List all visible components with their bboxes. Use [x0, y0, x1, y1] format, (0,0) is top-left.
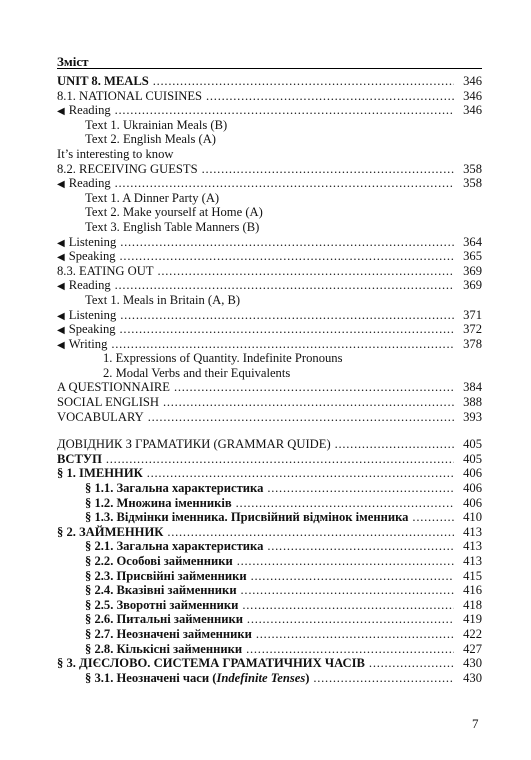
toc-page-number: 378 [463, 336, 482, 351]
toc-row [57, 656, 482, 671]
toc-entry-label: § 2.8. Кількісні займенники [85, 641, 243, 656]
toc-entry-label: SOCIAL ENGLISH [57, 395, 160, 410]
toc-page-number: 364 [463, 234, 482, 249]
triangle-left-icon: ◀ [57, 281, 65, 293]
toc-page-number: 346 [463, 103, 482, 118]
toc-entry-text [57, 89, 204, 103]
toc-entry-label: Text 2. Make yourself at Home (A) [85, 205, 263, 220]
toc-row [57, 89, 482, 104]
dot-leader [118, 235, 454, 249]
toc-row [57, 452, 482, 467]
toc-entry-label: § 3.1. Неозначені часи (Indefinite Tenses) [85, 670, 310, 685]
toc-entry [57, 191, 454, 206]
toc-page-number: 416 [463, 583, 482, 598]
toc-entry-text [57, 322, 118, 336]
toc-entry-label: Text 1. Ukrainian Meals (B) [85, 117, 228, 132]
dot-leader [254, 627, 454, 641]
toc-entry-text [103, 351, 344, 365]
toc-entry-label: § 1.1. Загальна характеристика [85, 481, 264, 496]
toc-page-number: 406 [463, 466, 482, 481]
toc-page-number: 369 [463, 263, 482, 278]
toc-entry [57, 496, 454, 511]
toc-entry [57, 351, 454, 366]
toc-entry-text [57, 176, 113, 190]
toc-entry-label: 1. Expressions of Quantity. Indefinite Pronouns [103, 351, 343, 366]
toc-row [57, 118, 482, 133]
toc-entry-text [57, 337, 109, 351]
toc-entry [57, 205, 454, 220]
triangle-left-icon: ◀ [57, 252, 65, 264]
toc-row [57, 496, 482, 511]
toc-entry-label: Reading [68, 278, 111, 293]
toc-row [57, 554, 482, 569]
toc-row [57, 132, 482, 147]
toc-entry-text [85, 583, 239, 597]
toc-entry [57, 525, 454, 540]
toc-page-number: 430 [463, 670, 482, 685]
toc-entry-text [85, 612, 245, 626]
toc-entry-text [57, 278, 113, 292]
toc-entry [57, 656, 454, 671]
toc-entry-text [57, 525, 165, 539]
toc-entry-label: 2. Modal Verbs and their Equivalents [103, 365, 291, 380]
toc-page-number: 406 [463, 495, 482, 510]
toc-row [57, 510, 482, 525]
toc-entry-text [57, 437, 333, 451]
toc-page-number: 365 [463, 249, 482, 264]
toc-entry-label: Speaking [68, 322, 116, 337]
toc-entry [57, 410, 454, 425]
toc-entry-label: 8.2. RECEIVING GUESTS [57, 161, 198, 176]
toc-page-number: 427 [463, 641, 482, 656]
triangle-left-icon: ◀ [57, 237, 65, 249]
toc-entry-text [57, 264, 156, 278]
toc-entry [57, 554, 454, 569]
toc-row [57, 308, 482, 323]
toc-row [57, 569, 482, 584]
toc-entry [57, 264, 454, 279]
toc-entry [57, 466, 454, 481]
toc-entry-text [85, 293, 242, 307]
toc-entry-text [57, 656, 367, 670]
toc-entry-label: It’s interesting to know [57, 146, 174, 161]
dot-leader [172, 380, 454, 394]
toc-row [57, 103, 482, 118]
toc-row [57, 627, 482, 642]
toc-page-number: 358 [463, 176, 482, 191]
toc-row [57, 176, 482, 191]
toc-page-number: 419 [463, 612, 482, 627]
toc-entry-text [85, 481, 265, 495]
toc-row [57, 642, 482, 657]
toc-row [57, 380, 482, 395]
dot-leader [333, 437, 454, 451]
dot-leader [249, 569, 454, 583]
toc-entry-text [57, 466, 145, 480]
dot-leader [410, 510, 454, 524]
toc-entry-text [85, 554, 235, 568]
toc-entry [57, 293, 454, 308]
toc-entry-text [85, 496, 234, 510]
toc-page-number: 415 [463, 568, 482, 583]
toc-row [57, 264, 482, 279]
toc-entry-label: § 1.3. Відмінки іменника. Присвійний відмінок іменника [85, 510, 409, 525]
toc-entry-label: Speaking [68, 249, 116, 264]
toc-row [57, 74, 482, 89]
toc-entry [57, 147, 454, 162]
toc-entry-text [103, 366, 292, 380]
toc-entry-label: ДОВІДНИК З ГРАМАТИКИ (GRAMMAR QUIDE) [57, 437, 331, 452]
toc-entry-label: § 2.3. Присвійні займенники [85, 568, 247, 583]
toc-entry-text [57, 380, 172, 394]
toc-entry-label: § 3. ДІЄСЛОВО. СИСТЕМА ГРАМАТИЧНИХ ЧАСІВ [57, 656, 365, 671]
dot-leader [118, 322, 454, 336]
triangle-left-icon: ◀ [57, 106, 65, 118]
toc-entry-label: VOCABULARY [57, 409, 144, 424]
dot-leader [165, 525, 454, 539]
toc-entry-text [85, 539, 265, 553]
toc-entry [57, 671, 454, 686]
toc-entry-label: Listening [68, 234, 117, 249]
toc-row [57, 147, 482, 162]
toc-entry [57, 74, 454, 89]
toc-entry-text [85, 220, 261, 234]
dot-leader [145, 466, 454, 480]
toc-row [57, 191, 482, 206]
toc-entry-label: Text 3. English Table Manners (B) [85, 219, 260, 234]
toc-entry [57, 366, 454, 381]
toc-page-number: 393 [463, 409, 482, 424]
toc-page-number: 358 [463, 161, 482, 176]
toc-entry-label: UNIT 8. MEALS [57, 74, 149, 88]
toc-entry-label: § 1. ІМЕННИК [57, 466, 143, 481]
toc-row [57, 337, 482, 352]
dot-leader [151, 74, 454, 88]
toc-entry-text [57, 147, 175, 161]
toc-entry-text [85, 191, 221, 205]
dot-leader [235, 554, 454, 568]
toc-entry-text [85, 132, 218, 146]
page-header: Зміст [57, 54, 89, 69]
toc-row [57, 671, 482, 686]
toc-entry-label: Text 1. A Dinner Party (A) [85, 190, 220, 205]
toc-entry-text [57, 74, 151, 88]
toc-entry [57, 539, 454, 554]
toc-entry-text [57, 103, 113, 117]
toc-entry [57, 118, 454, 133]
toc-page-number: 372 [463, 322, 482, 337]
toc-page-number: 405 [463, 437, 482, 452]
toc-entry-text [57, 249, 118, 263]
toc-entry [57, 583, 454, 598]
toc-entry-text [85, 510, 410, 524]
toc-row [57, 220, 482, 235]
triangle-left-icon: ◀ [57, 325, 65, 337]
dot-leader [146, 410, 454, 424]
toc-entry [57, 598, 454, 613]
toc-entry-label: § 2. ЗАЙМЕННИК [57, 524, 164, 539]
toc-row [57, 205, 482, 220]
toc-entry-text [57, 410, 146, 424]
header-rule [57, 68, 482, 69]
dot-leader [104, 452, 454, 466]
toc-entry [57, 220, 454, 235]
page-number: 7 [472, 716, 479, 731]
dot-leader [265, 539, 454, 553]
dot-leader [109, 337, 454, 351]
dot-leader [367, 656, 454, 670]
toc-page-number: 388 [463, 395, 482, 410]
dot-leader [204, 89, 454, 103]
toc-page-number: 413 [463, 539, 482, 554]
toc-row [57, 351, 482, 366]
toc-row [57, 525, 482, 540]
toc-page-number: 405 [463, 451, 482, 466]
toc-entry [57, 132, 454, 147]
toc-entry-text [57, 395, 161, 409]
toc-entry-label: Text 2. English Meals (A) [85, 132, 216, 147]
toc-page-number: 346 [463, 88, 482, 103]
toc-page-number: 371 [463, 307, 482, 322]
dot-leader [265, 481, 454, 495]
toc-row [57, 437, 482, 452]
toc-entry-label: Reading [68, 103, 111, 118]
toc-entry-label: § 2.5. Зворотні займенники [85, 597, 239, 612]
toc-page-number: 410 [463, 510, 482, 525]
dot-leader [118, 308, 454, 322]
toc-entry-label: § 2.6. Питальні займенники [85, 612, 243, 627]
toc-row [57, 162, 482, 177]
toc-row [57, 249, 482, 264]
dot-leader [234, 496, 454, 510]
toc-row [57, 366, 482, 381]
toc-entry [57, 452, 454, 467]
toc-entry-label: 8.3. EATING OUT [57, 263, 154, 278]
dot-leader [161, 395, 454, 409]
toc-entry [57, 569, 454, 584]
dot-leader [156, 264, 454, 278]
toc-entry-text [57, 452, 104, 466]
toc-page-number: 413 [463, 524, 482, 539]
toc-entry-text [85, 642, 244, 656]
toc-entry [57, 437, 454, 452]
toc-entry-text [85, 627, 254, 641]
toc-row [57, 481, 482, 496]
toc-page-number: 384 [463, 380, 482, 395]
toc-page-number: 346 [463, 74, 482, 88]
toc-row [57, 235, 482, 250]
toc-entry-label: Text 1. Meals in Britain (A, B) [85, 292, 241, 307]
toc-page-number: 413 [463, 554, 482, 568]
toc-entry [57, 510, 454, 525]
dot-leader [113, 103, 454, 117]
toc-entry-label: § 2.1. Загальна характеристика [85, 539, 264, 554]
toc-entry-text [57, 308, 118, 322]
toc-entry-label: § 2.4. Вказівні займенники [85, 583, 237, 598]
toc-entry-text [57, 162, 200, 176]
toc-entry-text [85, 598, 240, 612]
dot-leader [118, 249, 454, 263]
toc-entry-text [85, 569, 249, 583]
toc-entry [57, 395, 454, 410]
toc-row [57, 598, 482, 613]
toc-entry [57, 612, 454, 627]
toc-page-number: 430 [463, 656, 482, 671]
toc-row [57, 539, 482, 554]
triangle-left-icon: ◀ [57, 179, 65, 191]
toc-entry-label: 8.1. NATIONAL CUISINES [57, 88, 203, 103]
triangle-left-icon: ◀ [57, 339, 65, 351]
toc-entry-label: Writing [68, 336, 108, 351]
toc-entry-label: § 1.2. Множина іменників [85, 495, 232, 510]
toc-entry [57, 380, 454, 395]
table-of-contents [57, 74, 482, 685]
toc-entry-label: § 2.7. Неозначені займенники [85, 626, 252, 641]
toc-entry [57, 627, 454, 642]
toc-entry-text [85, 671, 311, 685]
toc-entry-text [85, 205, 265, 219]
toc-page-number: 406 [463, 481, 482, 496]
dot-leader [239, 583, 454, 597]
toc-entry-label: A QUESTIONNAIRE [57, 380, 170, 395]
dot-leader [311, 671, 454, 685]
toc-entry [57, 162, 454, 177]
triangle-left-icon: ◀ [57, 310, 65, 322]
dot-leader [240, 598, 454, 612]
toc-page-number: 369 [463, 278, 482, 293]
toc-entry-label: § 2.2. Особові займенники [85, 554, 233, 568]
toc-row [57, 583, 482, 598]
toc-entry-text [57, 235, 118, 249]
dot-leader [200, 162, 454, 176]
toc-row [57, 293, 482, 308]
toc-page-number: 418 [463, 597, 482, 612]
toc-row [57, 395, 482, 410]
dot-leader [245, 612, 454, 626]
toc-entry-label: Listening [68, 307, 117, 322]
toc-row [57, 322, 482, 337]
toc-entry [57, 642, 454, 657]
toc-entry-text [85, 118, 229, 132]
toc-row [57, 410, 482, 425]
dot-leader [244, 642, 454, 656]
dot-leader [113, 176, 454, 190]
toc-row [57, 466, 482, 481]
toc-entry [57, 89, 454, 104]
toc-row [57, 612, 482, 627]
toc-entry [57, 481, 454, 496]
toc-page-number: 422 [463, 626, 482, 641]
toc-entry-label: Reading [68, 176, 111, 191]
toc-entry-label: ВСТУП [57, 451, 102, 466]
toc-row [57, 278, 482, 293]
dot-leader [113, 278, 454, 292]
